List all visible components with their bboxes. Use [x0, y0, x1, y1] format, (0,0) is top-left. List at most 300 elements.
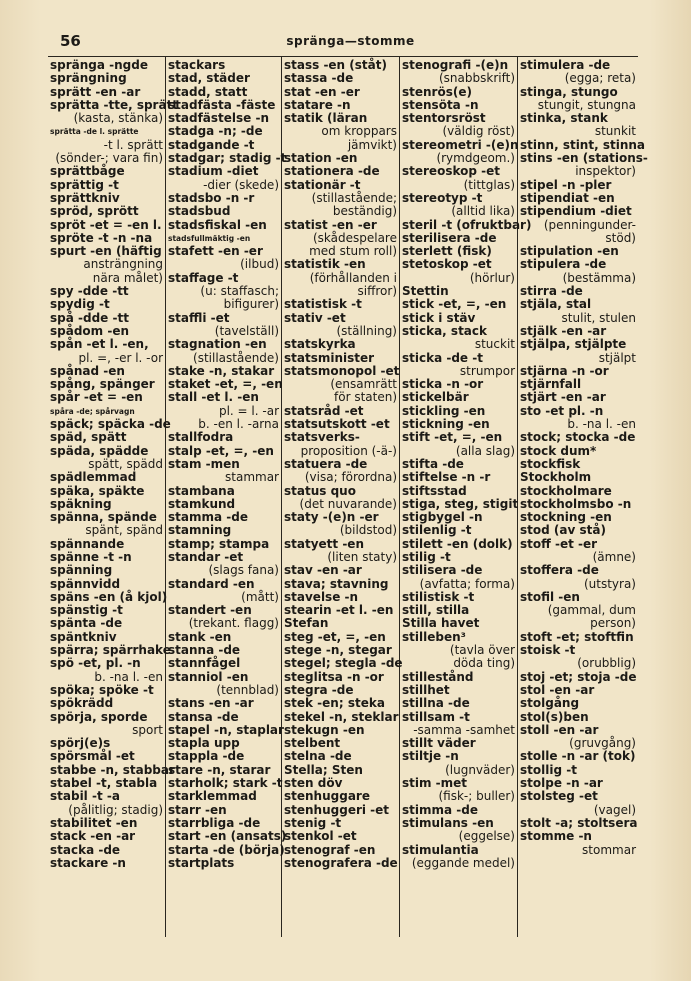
- dictionary-entry-line: (det nuvarande): [299, 496, 397, 511]
- dictionary-entry-line: stansa -de: [168, 709, 239, 724]
- dictionary-entry-line: statist -en -er: [284, 217, 377, 232]
- dictionary-entry-line: (rymdgeom.): [436, 151, 515, 166]
- dictionary-entry-line: stabbe -n, stabbar: [50, 762, 175, 777]
- dictionary-entry-line: (ämne): [592, 549, 636, 564]
- dictionary-entry-line: (gruvgång): [569, 736, 636, 751]
- dictionary-entry-line: (visa; förordna): [304, 470, 397, 485]
- dictionary-entry-line: spörj(e)s: [50, 736, 111, 751]
- dictionary-entry-line: (skådespelare: [312, 230, 397, 245]
- dictionary-entry-line: jämvikt): [347, 137, 397, 152]
- dictionary-entry-line: Stettin: [402, 284, 449, 299]
- dictionary-entry-line: stanniol -en: [168, 669, 249, 684]
- dictionary-entry-line: statyett -en: [284, 536, 364, 551]
- dictionary-entry-line: staty -(e)n -er: [284, 510, 379, 525]
- dictionary-entry-line: stjärt -en -ar: [520, 390, 606, 405]
- dictionary-entry-line: stamning: [168, 523, 232, 538]
- dictionary-entry-line: stulit, stulen: [561, 310, 636, 325]
- dictionary-entry-line: steglitsa -n -or: [284, 669, 384, 684]
- dictionary-entry-line: stunkit: [594, 124, 636, 139]
- dictionary-entry-line: (tittglas): [463, 177, 515, 192]
- dictionary-entry-line: -t l. sprätt: [103, 137, 163, 152]
- dictionary-entry-line: beständig): [332, 204, 397, 219]
- dictionary-entry-line: sprätt -en -ar: [50, 84, 141, 99]
- dictionary-entry-line: stollig -t: [520, 762, 577, 777]
- dictionary-entry-line: stadgande -t: [168, 137, 255, 152]
- column-4: [400, 57, 532, 937]
- dictionary-entry-line: spy -dde -tt: [50, 284, 129, 299]
- dictionary-entry-line: stoll -en -ar: [520, 722, 599, 737]
- dictionary-entry-line: för staten): [334, 390, 397, 405]
- dictionary-entry-line: stek -en; steka: [284, 696, 385, 711]
- dictionary-entry-line: späns -en (å kjol): [50, 589, 168, 604]
- dictionary-entry-line: (liten staty): [327, 549, 397, 564]
- dictionary-entry-line: stapel -n, staplar: [168, 722, 284, 737]
- dictionary-entry-line: stick -et, =, -en: [402, 297, 507, 312]
- dictionary-entry-line: statik (läran: [284, 111, 368, 126]
- dictionary-entry-line: stabel -t, stabla: [50, 776, 158, 791]
- dictionary-entry-line: nära målet): [92, 270, 163, 285]
- dictionary-entry-line: stinn, stint, stinna: [520, 137, 645, 152]
- dictionary-entry-line: stappla -de: [168, 749, 245, 764]
- dictionary-entry-line: stenig -t: [284, 815, 342, 830]
- dictionary-entry-line: starr -en: [168, 802, 227, 817]
- dictionary-entry-line: sten döv: [284, 776, 343, 791]
- dictionary-entry-line: spröd, sprött: [50, 204, 139, 219]
- dictionary-entry-line: (bildstod): [339, 523, 397, 538]
- dictionary-entry-line: spådom -en: [50, 323, 130, 338]
- dictionary-entry-line: stoffera -de: [520, 563, 599, 578]
- dictionary-entry-line: (snabbskrift): [439, 71, 515, 86]
- dictionary-entry-line: (u: staffasch;: [200, 284, 279, 299]
- dictionary-entry-line: stav -en -ar: [284, 563, 362, 578]
- dictionary-entry-line: (lugnväder): [445, 762, 515, 777]
- dictionary-entry-line: stolt -a; stoltsera: [520, 815, 638, 830]
- dictionary-entry-line: stickelbär: [402, 390, 469, 405]
- dictionary-entry-line: stadfästelse -n: [168, 111, 269, 126]
- dictionary-entry-line: statsminister: [284, 350, 375, 365]
- dictionary-entry-line: stabil -t -a: [50, 789, 120, 804]
- dictionary-entry-line: stiftelse -n -r: [402, 470, 491, 485]
- dictionary-entry-line: stereoskop -et: [402, 164, 500, 179]
- dictionary-entry-line: proposition (-ä-): [300, 443, 397, 458]
- dictionary-entry-line: (tavla över: [449, 643, 515, 658]
- column-2: [166, 57, 287, 937]
- dictionary-entry-line: starta -de (börja): [168, 842, 285, 857]
- dictionary-entry-line: sprättkniv: [50, 190, 120, 205]
- dictionary-entry-line: stelbent: [284, 736, 341, 751]
- column-5: [518, 57, 648, 937]
- dictionary-entry-line: stjäla, stal: [520, 297, 592, 312]
- dictionary-entry-line: stillt väder: [402, 736, 476, 751]
- dictionary-entry-line: stadgar; stadig -t: [168, 151, 287, 166]
- dictionary-entry-line: stereotyp -t: [402, 190, 483, 205]
- dictionary-entry-line: stjälpt: [598, 350, 636, 365]
- dictionary-entry-line: (penningunder-: [543, 217, 636, 232]
- dictionary-entry-line: sprättig -t: [50, 177, 119, 192]
- dictionary-entry-line: Stefan: [284, 616, 329, 631]
- dictionary-entry-line: stamma -de: [168, 510, 248, 525]
- dictionary-entry-line: spökrädd: [50, 696, 114, 711]
- dictionary-entry-line: stickning -en: [402, 417, 490, 432]
- dictionary-entry-line: späd, spätt: [50, 430, 127, 445]
- dictionary-entry-line: stolpe -n -ar: [520, 776, 603, 791]
- dictionary-entry-line: stilleben³: [402, 629, 466, 644]
- dictionary-entry-line: sticka -n -or: [402, 377, 484, 392]
- dictionary-entry-line: stegra -de: [284, 682, 354, 697]
- dictionary-entry-line: stadsbo -n -r: [168, 190, 255, 205]
- dictionary-entry-line: spänne -t -n: [50, 549, 132, 564]
- dictionary-entry-line: (tennblad): [216, 682, 279, 697]
- dictionary-entry-line: stilisera -de: [402, 563, 483, 578]
- dictionary-entry-line: spåra -de; spårvagn: [50, 406, 135, 416]
- dictionary-entry-line: med stum roll): [309, 244, 397, 259]
- dictionary-entry-line: stelna -de: [284, 749, 352, 764]
- dictionary-entry-line: sterlett (fisk): [402, 244, 492, 259]
- dictionary-entry-line: statskyrka: [284, 337, 356, 352]
- dictionary-entry-line: stammar: [225, 470, 279, 485]
- dictionary-entry-line: stimulantia: [402, 842, 479, 857]
- dictionary-entry-line: stilett -en (dolk): [402, 536, 513, 551]
- dictionary-entry-line: spröt -et = -en l.: [50, 217, 162, 232]
- dictionary-entry-line: (kasta, stänka): [73, 111, 163, 126]
- dictionary-entry-line: spö -et, pl. -n: [50, 656, 141, 671]
- dictionary-entry-line: stockfisk: [520, 456, 581, 471]
- dictionary-entry-line: start -en (ansats): [168, 829, 287, 844]
- dictionary-entry-line: Stockholm: [520, 470, 592, 485]
- dictionary-entry-line: statistik -en: [284, 257, 366, 272]
- dictionary-entry-line: sticka, stack: [402, 323, 487, 338]
- dictionary-entry-line: spänstig -t: [50, 603, 123, 618]
- dictionary-entry-line: (stillastående): [193, 350, 279, 365]
- dictionary-entry-line: stenografera -de: [284, 855, 398, 870]
- dictionary-entry-line: inspektor): [575, 164, 636, 179]
- dictionary-entry-line: stagnation -en: [168, 337, 267, 352]
- dictionary-entry-line: stickling -en: [402, 403, 486, 418]
- dictionary-entry-line: stadfästa -fäste: [168, 97, 276, 112]
- dictionary-entry-line: stambana: [168, 483, 235, 498]
- dictionary-entry-line: (fisk-; buller): [438, 789, 515, 804]
- dictionary-entry-line: spurt -en (häftig: [50, 244, 162, 259]
- dictionary-entry-line: (alla slag): [455, 443, 515, 458]
- dictionary-entry-line: späka, späkte: [50, 483, 145, 498]
- dictionary-entry-line: (egga; reta): [564, 71, 636, 86]
- dictionary-entry-line: stamkund: [168, 496, 236, 511]
- dictionary-entry-line: stigbygel -n: [402, 510, 483, 525]
- dictionary-entry-line: staffage -t: [168, 270, 239, 285]
- dictionary-entry-line: stolgång: [520, 696, 580, 711]
- dictionary-entry-line: spännande: [50, 536, 125, 551]
- dictionary-entry-line: späntkniv: [50, 629, 117, 644]
- dictionary-entry-line: stalp -et, =, -en: [168, 443, 274, 458]
- dictionary-entry-line: (tavelställ): [214, 323, 279, 338]
- dictionary-entry-line: standard -en: [168, 576, 255, 591]
- dictionary-entry-line: stillsam -t: [402, 709, 470, 724]
- page-header: [50, 32, 651, 54]
- dictionary-entry-line: stationär -t: [284, 177, 361, 192]
- dictionary-entry-line: staffli -et: [168, 310, 230, 325]
- dictionary-entry-line: stjälk -en -ar: [520, 323, 607, 338]
- dictionary-entry-line: stereometri -(e)n: [402, 137, 519, 152]
- dictionary-entry-line: (pålitlig; stadig): [68, 802, 163, 817]
- dictionary-entry-line: stenhuggeri -et: [284, 802, 390, 817]
- dictionary-entry-line: b. -na l. -en: [94, 669, 163, 684]
- dictionary-entry-line: spå -dde -tt: [50, 310, 129, 325]
- dictionary-entry-line: stack -en -ar: [50, 829, 136, 844]
- dictionary-entry-line: spänning: [50, 563, 113, 578]
- dictionary-entry-line: steg -et, =, -en: [284, 629, 386, 644]
- dictionary-entry-line: stöd): [605, 230, 636, 245]
- dictionary-entry-line: (gammal, dum: [547, 603, 636, 618]
- dictionary-entry-line: stim -met: [402, 776, 468, 791]
- dictionary-entry-line: stilenlig -t: [402, 523, 472, 538]
- dictionary-entry-line: (mått): [241, 589, 279, 604]
- dictionary-entry-line: stafett -en -er: [168, 244, 263, 259]
- dictionary-entry-line: (avfatta; forma): [419, 576, 515, 591]
- dictionary-entry-line: standar -et: [168, 549, 244, 564]
- dictionary-entry-line: b. -na l. -en: [567, 417, 636, 432]
- dictionary-entry-line: stol(s)ben: [520, 709, 589, 724]
- dictionary-entry-line: stinka, stank: [520, 111, 608, 126]
- dictionary-entry-line: stans -en -ar: [168, 696, 254, 711]
- dictionary-entry-line: stungit, stungna: [537, 97, 636, 112]
- dictionary-entry-line: stipulera -de: [520, 257, 607, 272]
- dictionary-entry-line: stackare -n: [50, 855, 126, 870]
- dictionary-entry-line: stenkol -et: [284, 829, 357, 844]
- entry-columns: [48, 56, 648, 937]
- dictionary-entry-line: stillna -de: [402, 696, 470, 711]
- dictionary-entry-line: (ilbud): [240, 257, 279, 272]
- dictionary-entry-line: (ensamrätt: [330, 377, 397, 392]
- dictionary-entry-line: startplats: [168, 855, 235, 870]
- dictionary-entry-line: om kroppars: [321, 124, 397, 139]
- dictionary-entry-line: spränga -ngde: [50, 58, 148, 72]
- dictionary-entry-line: b. -en l. -arna: [198, 417, 279, 432]
- dictionary-entry-line: (alltid lika): [451, 204, 515, 219]
- dictionary-entry-line: stillestånd: [402, 669, 474, 684]
- dictionary-entry-line: stassa -de: [284, 71, 354, 86]
- dictionary-entry-line: späda, spädde: [50, 443, 149, 458]
- column-3: [282, 57, 403, 937]
- dictionary-entry-line: statsutskott -et: [284, 417, 390, 432]
- dictionary-entry-line: stoft -et; stoftfin: [520, 629, 634, 644]
- dictionary-entry-line: stoff -et -er: [520, 536, 598, 551]
- dictionary-entry-line: stimulans -en: [402, 815, 494, 830]
- running-head: spränga—stomme: [286, 34, 415, 48]
- dictionary-entry-line: steril -t (ofruktbar): [402, 217, 532, 232]
- dictionary-entry-line: stenrös(e): [402, 84, 472, 99]
- dictionary-entry-line: spörja, sporde: [50, 709, 148, 724]
- dictionary-entry-line: statsråd -et: [284, 403, 364, 418]
- dictionary-entry-line: sto -et pl. -n: [520, 403, 604, 418]
- dictionary-entry-line: sprängning: [50, 71, 127, 86]
- dictionary-entry-line: stadd, statt: [168, 84, 248, 99]
- dictionary-entry-line: (hörlur): [469, 270, 515, 285]
- dictionary-entry-line: spörsmål -et: [50, 749, 135, 764]
- dictionary-entry-line: bifigurer): [223, 297, 279, 312]
- dictionary-entry-line: sport: [132, 722, 163, 737]
- dictionary-entry-line: stolsteg -et: [520, 789, 598, 804]
- dictionary-entry-line: standert -en: [168, 603, 252, 618]
- dictionary-entry-line: (slags fana): [208, 563, 279, 578]
- dictionary-entry-line: stege -n, stegar: [284, 643, 392, 658]
- dictionary-entry-line: Stilla havet: [402, 616, 480, 631]
- dictionary-entry-line: stins -en (stations-: [520, 151, 648, 166]
- dictionary-entry-line: stofil -en: [520, 589, 580, 604]
- dictionary-entry-line: stekel -n, steklar: [284, 709, 399, 724]
- dictionary-entry-line: (eggelse): [458, 829, 515, 844]
- dictionary-entry-line: stannfågel: [168, 656, 241, 671]
- dictionary-entry-line: stipel -n -pler: [520, 177, 612, 192]
- dictionary-entry-line: stod (av stå): [520, 523, 606, 538]
- dictionary-entry-line: starholk; stark -t: [168, 776, 283, 791]
- dictionary-entry-line: statuera -de: [284, 456, 368, 471]
- dictionary-entry-line: spånad -en: [50, 363, 125, 378]
- dictionary-entry-line: stackars: [168, 58, 226, 72]
- dictionary-entry-line: stad, städer: [168, 71, 250, 86]
- dictionary-entry-line: stake -n, stakar: [168, 363, 275, 378]
- dictionary-entry-line: stift -et, =, -en: [402, 430, 503, 445]
- dictionary-entry-line: stenografi -(e)n: [402, 58, 509, 72]
- dictionary-entry-line: stimulera -de: [520, 58, 611, 72]
- dictionary-entry-line: spöka; spöke -t: [50, 682, 154, 697]
- dictionary-entry-line: stommar: [582, 842, 636, 857]
- dictionary-entry-line: (vagel): [593, 802, 636, 817]
- dictionary-entry-line: stenhuggare: [284, 789, 370, 804]
- dictionary-entry-line: stadium -diet: [168, 164, 259, 179]
- dictionary-entry-line: stentorsröst: [402, 111, 486, 126]
- dictionary-entry-line: stall -et l. -en: [168, 390, 259, 405]
- dictionary-entry-line: stimma -de: [402, 802, 478, 817]
- dictionary-entry-line: stetoskop -et: [402, 257, 492, 272]
- dictionary-entry-line: stanna -de: [168, 643, 241, 658]
- dictionary-entry-line: starklemmad: [168, 789, 257, 804]
- dictionary-entry-line: stallfodra: [168, 430, 234, 445]
- dictionary-entry-line: stipendium -diet: [520, 204, 632, 219]
- dictionary-entry-line: still, stilla: [402, 603, 470, 618]
- dictionary-entry-line: spydig -t: [50, 297, 110, 312]
- dictionary-entry-line: strumpor: [459, 363, 515, 378]
- dictionary-entry-line: stat -en -er: [284, 84, 360, 99]
- dictionary-entry-line: (sönder-; vara fin): [55, 151, 163, 166]
- dictionary-entry-line: stiftsstad: [402, 483, 467, 498]
- page-number: 56: [60, 32, 81, 50]
- dictionary-entry-line: stol -en -ar: [520, 682, 595, 697]
- dictionary-entry-line: stockning -en: [520, 510, 612, 525]
- dictionary-entry-line: stiga, steg, stigit: [402, 496, 519, 511]
- dictionary-entry-line: stapla upp: [168, 736, 240, 751]
- dictionary-entry-line: spänna, spände: [50, 510, 157, 525]
- dictionary-entry-line: stearin -et l. -en: [284, 603, 394, 618]
- dictionary-entry-line: (trekant. flagg): [188, 616, 279, 631]
- dictionary-entry-line: stamp; stampa: [168, 536, 270, 551]
- dictionary-entry-line: (förhållanden i: [309, 270, 397, 285]
- dictionary-entry-line: stjärna -n -or: [520, 363, 609, 378]
- dictionary-entry-line: spång, spänger: [50, 377, 155, 392]
- dictionary-entry-line: stare -n, starar: [168, 762, 271, 777]
- dictionary-entry-line: stenograf -en: [284, 842, 376, 857]
- dictionary-entry-line: döda ting): [453, 656, 515, 671]
- dictionary-entry-line: stipendiat -en: [520, 190, 615, 205]
- dictionary-entry-line: stekugn -en: [284, 722, 365, 737]
- dictionary-entry-line: (ställning): [336, 323, 397, 338]
- dictionary-entry-line: stavelse -n: [284, 589, 359, 604]
- dictionary-entry-line: stegel; stegla -de: [284, 656, 403, 671]
- dictionary-entry-line: stick i stäv: [402, 310, 476, 325]
- dictionary-entry-line: stava; stavning: [284, 576, 389, 591]
- dictionary-entry-line: statare -n: [284, 97, 351, 112]
- dictionary-entry-line: sprätta -de l. sprätte: [50, 127, 139, 137]
- dictionary-entry-line: ansträngning: [83, 257, 163, 272]
- dictionary-entry-line: spänt, spänd: [85, 523, 163, 538]
- dictionary-entry-line: stoj -et; stoja -de: [520, 669, 637, 684]
- dictionary-entry-line: stillhet: [402, 682, 450, 697]
- dictionary-entry-line: stam -men: [168, 456, 240, 471]
- dictionary-entry-line: starrbliga -de: [168, 815, 261, 830]
- dictionary-entry-line: pl. = l. -ar: [218, 403, 279, 418]
- dictionary-entry-line: stadsfullmäktig -en: [168, 233, 251, 243]
- dictionary-entry-line: spärra; spärrhake: [50, 643, 171, 658]
- dictionary-entry-line: stock dum*: [520, 443, 597, 458]
- dictionary-entry-line: station -en: [284, 151, 358, 166]
- dictionary-entry-line: -dier (skede): [203, 177, 279, 192]
- dictionary-entry-line: spån -et l. -en,: [50, 337, 149, 352]
- dictionary-entry-line: stensöta -n: [402, 97, 479, 112]
- dictionary-entry-line: stinga, stungo: [520, 84, 618, 99]
- dictionary-entry-line: (stillastående;: [311, 190, 397, 205]
- dictionary-entry-line: (eggande medel): [411, 855, 515, 870]
- dictionary-entry-line: stativ -et: [284, 310, 346, 325]
- dictionary-entry-line: stadga -n; -de: [168, 124, 263, 139]
- dictionary-entry-line: stomme -n: [520, 829, 592, 844]
- dictionary-entry-line: (väldig röst): [442, 124, 515, 139]
- dictionary-entry-line: spännvidd: [50, 576, 121, 591]
- dictionary-entry-line: -samma -samhet: [413, 722, 515, 737]
- dictionary-entry-line: status quo: [284, 483, 356, 498]
- dictionary-entry-line: späkning: [50, 496, 112, 511]
- dictionary-entry-line: siffror): [357, 284, 397, 299]
- dictionary-entry-line: stank -en: [168, 629, 232, 644]
- dictionary-entry-line: stifta -de: [402, 456, 464, 471]
- dictionary-entry-line: statsverks-: [284, 430, 360, 445]
- dictionary-entry-line: statsmonopol -et: [284, 363, 400, 378]
- dictionary-entry-line: sprätta -tte, sprätt: [50, 97, 179, 112]
- dictionary-entry-line: stockholmare: [520, 483, 612, 498]
- dictionary-entry-line: stacka -de: [50, 842, 121, 857]
- dictionary-entry-line: stjälpa, stjälpte: [520, 337, 627, 352]
- dictionary-entry-line: statistisk -t: [284, 297, 362, 312]
- dictionary-entry-line: spröte -t -n -na: [50, 230, 153, 245]
- dictionary-entry-line: person): [590, 616, 636, 631]
- dictionary-entry-line: Stella; Sten: [284, 762, 363, 777]
- dictionary-entry-line: stoisk -t: [520, 643, 576, 658]
- dictionary-entry-line: stilistisk -t: [402, 589, 475, 604]
- dictionary-entry-line: spädlemmad: [50, 470, 137, 485]
- dictionary-entry-line: stuckit: [474, 337, 515, 352]
- dictionary-entry-line: stadsbud: [168, 204, 231, 219]
- column-1: [48, 57, 179, 937]
- dictionary-entry-line: spår -et = -en: [50, 390, 143, 405]
- dictionary-entry-line: (orubblig): [577, 656, 636, 671]
- dictionary-entry-line: staket -et, =, -en: [168, 377, 283, 392]
- dictionary-entry-line: stabilitet -en: [50, 815, 138, 830]
- dictionary-entry-line: (bestämma): [562, 270, 636, 285]
- dictionary-entry-line: stilig -t: [402, 549, 451, 564]
- dictionary-entry-line: sticka -de -t: [402, 350, 483, 365]
- dictionary-entry-line: späck; späcka -de: [50, 417, 171, 432]
- dictionary-entry-line: stipulation -en: [520, 244, 619, 259]
- dictionary-entry-line: stolle -n -ar (tok): [520, 749, 636, 764]
- dictionary-entry-line: (utstyra): [583, 576, 636, 591]
